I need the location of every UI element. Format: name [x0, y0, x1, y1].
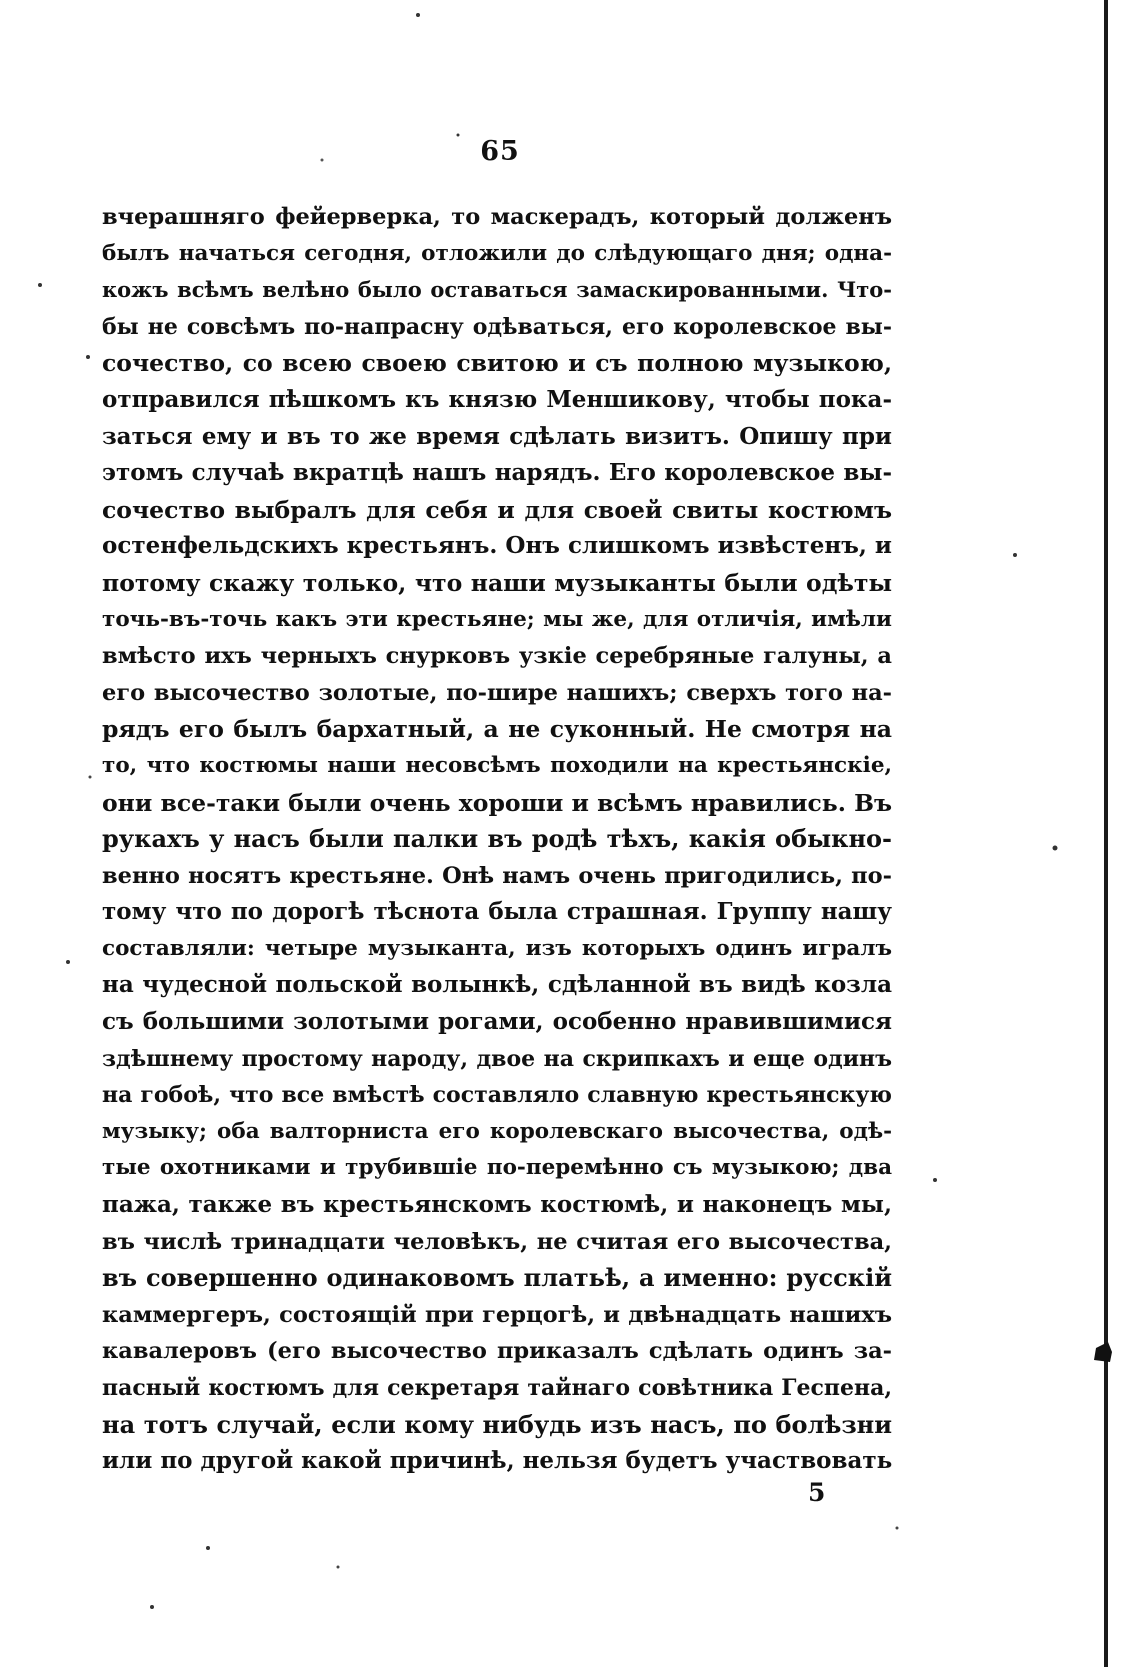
speck [896, 1527, 899, 1530]
text-line: тые охотниками и трубившіе по-перемѣнно съ музыкою; два [102, 1155, 892, 1181]
signature-mark: 5 [808, 1478, 826, 1507]
page-edge-line [1104, 0, 1108, 1667]
text-line: тому что по дорогѣ тѣснота была страшная. Группу нашу [102, 898, 892, 926]
speck [150, 1605, 154, 1609]
text-line: музыку; оба валторниста его королевскаго высочества, одѣ- [102, 1118, 892, 1144]
speck [416, 13, 420, 17]
text-line: съ большими золотыми рогами, особенно нравившимися [102, 1008, 892, 1036]
body-text [102, 199, 892, 1480]
speck [933, 1178, 937, 1182]
text-line: пасный костюмъ для секретаря тайнаго совѣтника Геспена, [102, 1375, 892, 1401]
speck [66, 960, 70, 964]
text-line: точь-въ-точь какъ эти крестьяне; мы же, для отличія, имѣли [102, 606, 892, 632]
speck [89, 776, 92, 779]
text-line: сочество выбралъ для себя и для своей свиты костюмъ [102, 495, 892, 524]
text-line: бы не совсѣмъ по-напрасну одѣваться, его королевское вы- [102, 313, 892, 340]
text-line: рукахъ у насъ были палки въ родѣ тѣхъ, какія обыкно- [102, 824, 892, 854]
text-line: венно носятъ крестьяне. Онѣ намъ очень пригодились, по- [102, 862, 892, 889]
text-line: остенфельдскихъ крестьянъ. Онъ слишкомъ извѣстенъ, и [102, 532, 892, 560]
text-line: на тотъ случай, если кому нибудь изъ насъ, по болѣзни [102, 1409, 892, 1439]
text-line: то, что костюмы наши несовсѣмъ походили на крестьянскіе, [102, 752, 892, 778]
text-line: или по другой какой причинѣ, нельзя будетъ участвовать [102, 1447, 892, 1475]
text-line: вчерашняго фейерверка, то маскерадъ, который долженъ [102, 204, 892, 230]
text-line: пажа, также въ крестьянскомъ костюмѣ, и наконецъ мы, [102, 1191, 892, 1219]
text-line: они все-таки были очень хороши и всѣмъ нравились. Въ [102, 788, 892, 817]
speck [337, 1566, 340, 1569]
text-line: потому скажу только, что наши музыканты были одѣты [102, 568, 892, 597]
text-line: вмѣсто ихъ черныхъ снурковъ узкіе серебряные галуны, а [102, 643, 892, 670]
text-line: каммергеръ, состоящій при герцогѣ, и двѣнадцать нашихъ [102, 1301, 892, 1328]
speck [38, 283, 42, 287]
text-line: на гобоѣ, что все вмѣстѣ составляло славную крестьянскую [102, 1082, 892, 1109]
text-line: здѣшнему простому народу, двое на скрипкахъ и еще одинъ [102, 1045, 892, 1072]
page-number: 65 [480, 136, 520, 167]
text-line: на чудесной польской волынкѣ, сдѣланной въ видѣ козла [102, 971, 892, 999]
speck [1053, 846, 1058, 851]
text-line: былъ начаться сегодня, отложили до слѣдующаго дня; одна- [102, 240, 892, 266]
speck [86, 355, 90, 359]
text-line: его высочество золотые, по-шире нашихъ; сверхъ того на- [102, 679, 892, 706]
text-line: отправился пѣшкомъ къ князю Меншикову, чтобы пока- [102, 385, 892, 413]
text-line: составляли: четыре музыканта, изъ которыхъ одинъ игралъ [102, 935, 892, 961]
speck [1013, 553, 1017, 557]
text-line: заться ему и въ то же время сдѣлать визитъ. Опишу при [102, 422, 892, 450]
text-line: въ числѣ тринадцати человѣкъ, не считая его высочества, [102, 1228, 892, 1255]
speck [206, 1546, 210, 1550]
text-line: кожъ всѣмъ велѣно было оставаться замаскированными. Что- [102, 277, 892, 303]
text-line: этомъ случаѣ вкратцѣ нашъ нарядъ. Его королевское вы- [102, 459, 892, 487]
text-line: въ совершенно одинаковомъ платьѣ, а именно: русскій [102, 1263, 892, 1293]
text-line: кавалеровъ (его высочество приказалъ сдѣлать одинъ за- [102, 1338, 892, 1365]
speck-blot [1094, 1342, 1112, 1362]
text-line: рядъ его былъ бархатный, а не суконный. Не смотря на [102, 715, 892, 744]
text-line: сочество, со всею своею свитою и съ полною музыкою, [102, 349, 892, 378]
